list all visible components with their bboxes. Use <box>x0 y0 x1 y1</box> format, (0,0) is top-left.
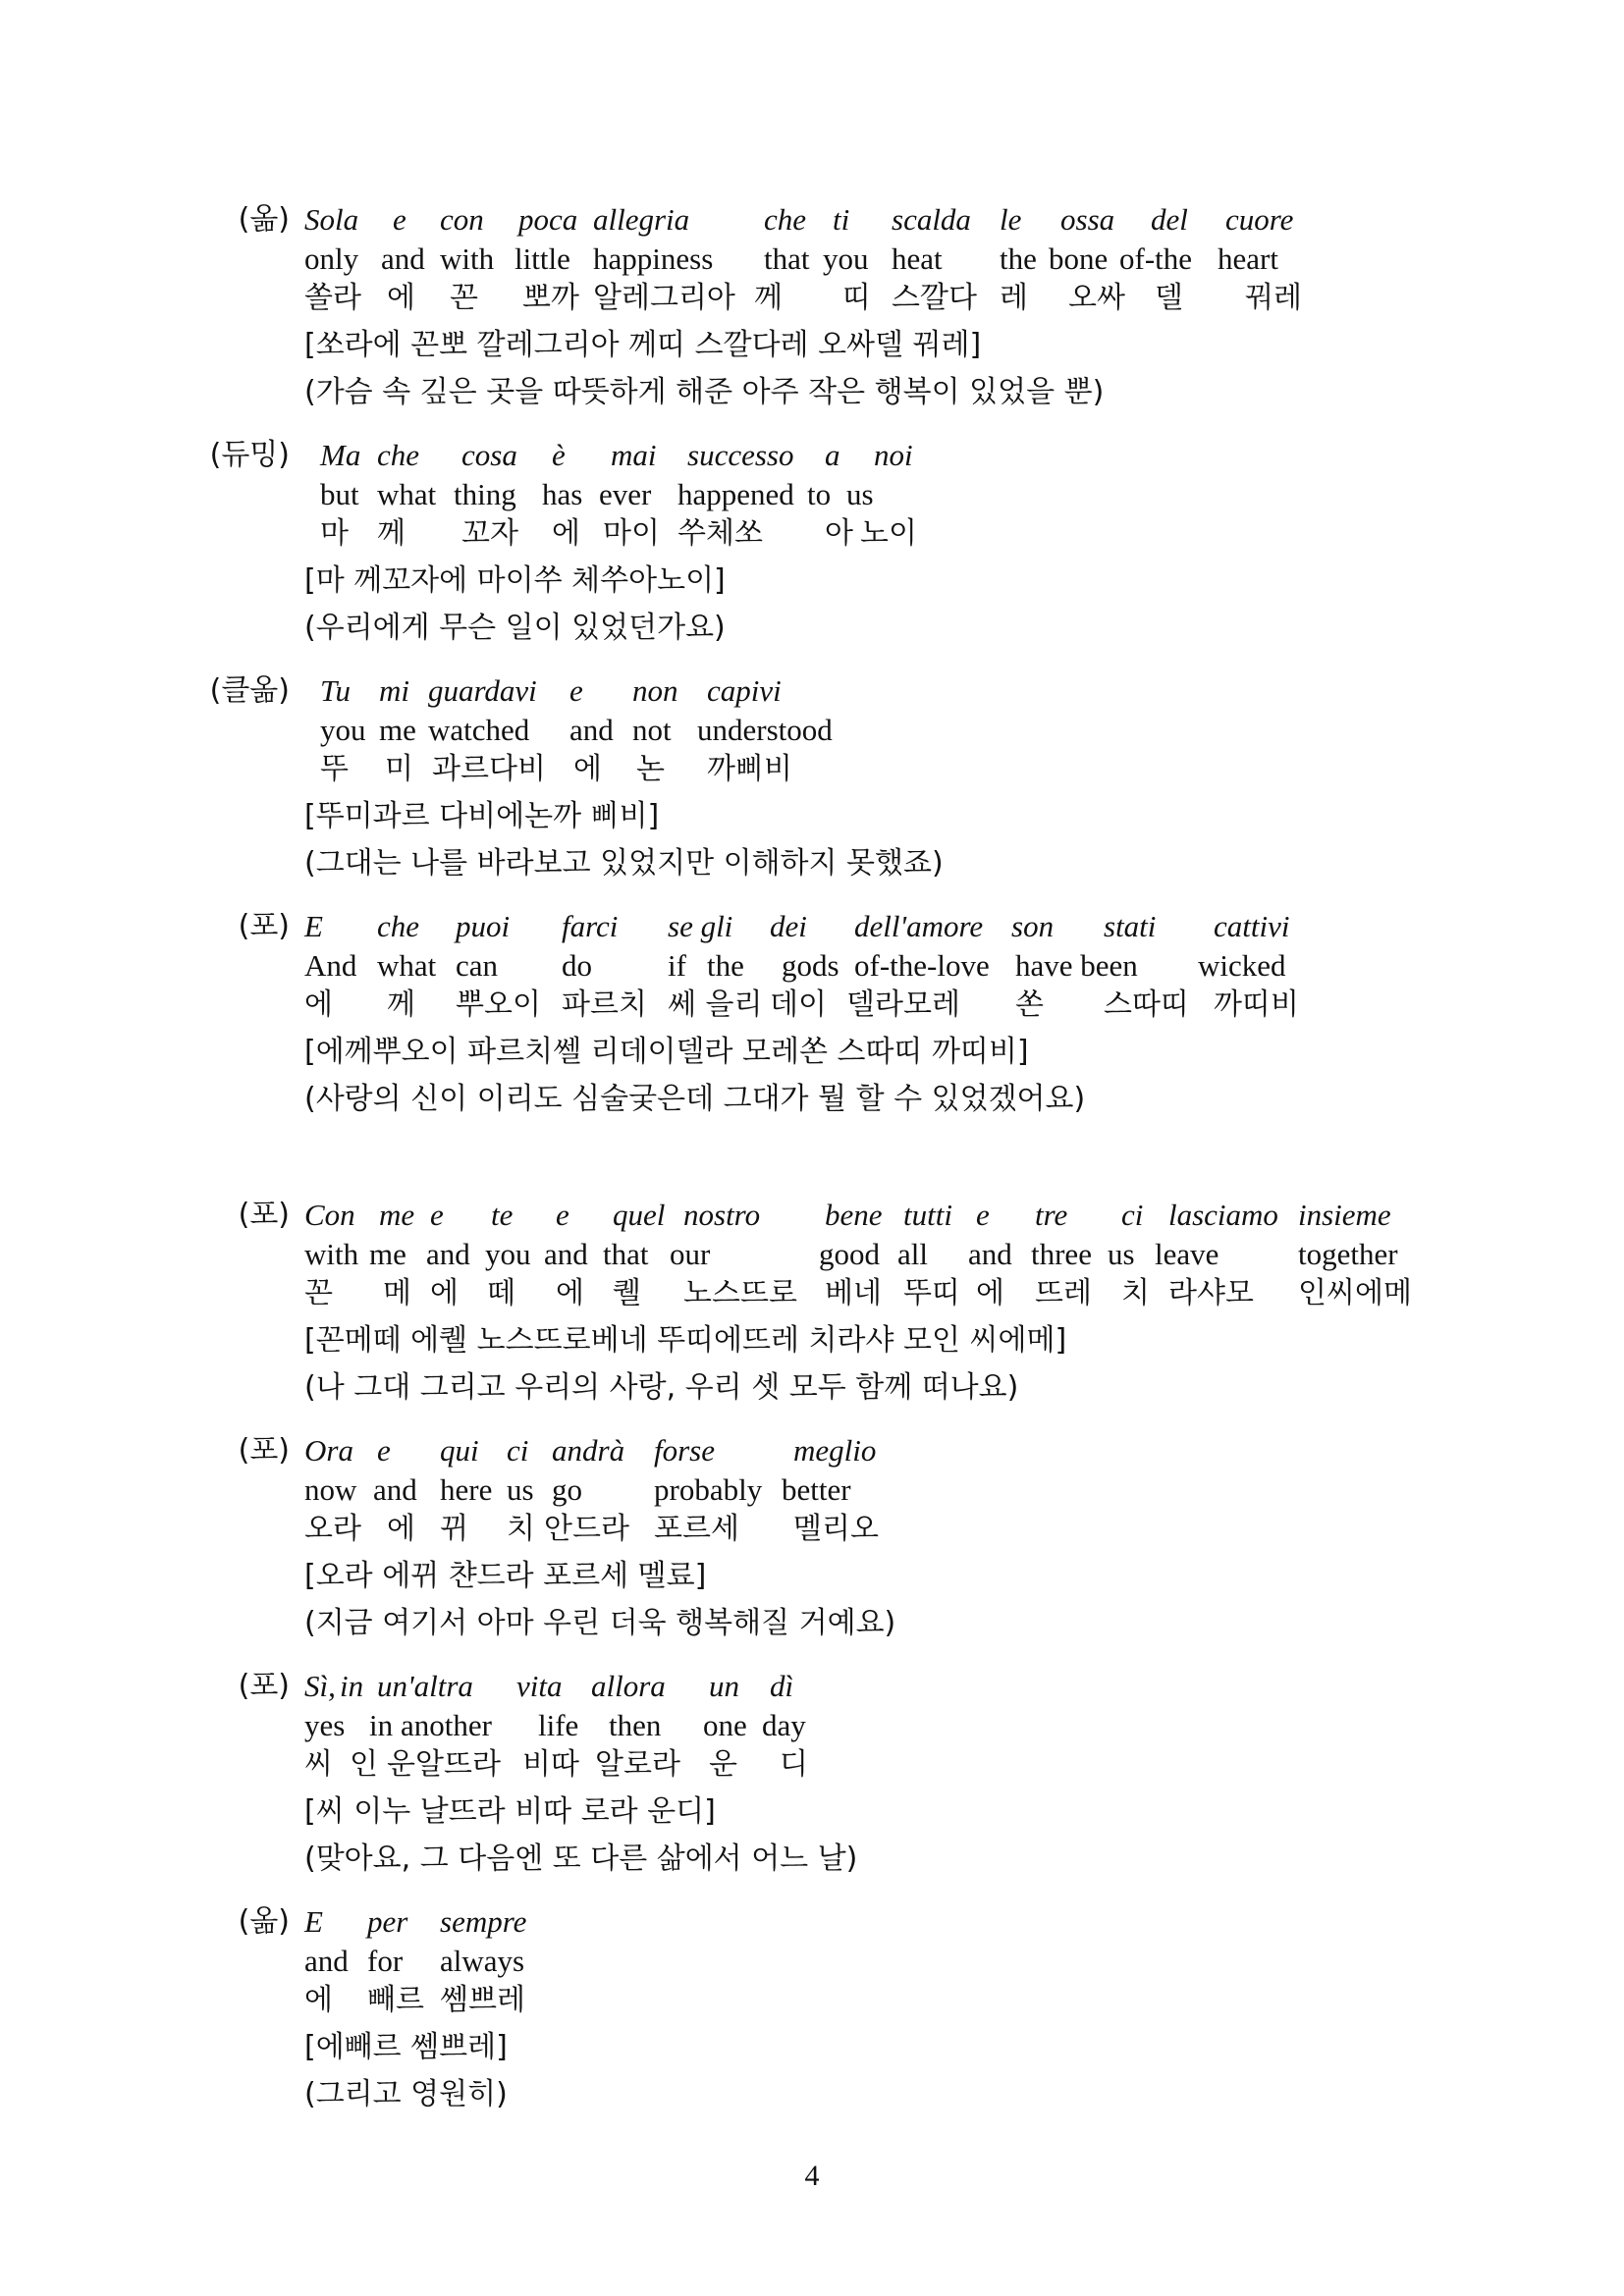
korean-word: 운 <box>709 1747 737 1782</box>
translation-line: (사랑의 신이 이리도 심술궂은데 그대가 뭘 할 수 있었겠어요) <box>304 1082 1086 1116</box>
korean-word: 께 <box>377 516 406 551</box>
english-gloss-line <box>304 1942 525 1981</box>
italian-line <box>304 200 1294 240</box>
english-word: has <box>542 477 583 511</box>
pronunciation-line: [뚜미과르 다비에논까 삐비] <box>304 799 660 833</box>
italian-word: Sola <box>304 202 359 237</box>
italian-word: ci <box>507 1433 529 1468</box>
italian-word: te <box>491 1198 514 1232</box>
italian-word: vita <box>516 1669 563 1703</box>
korean-word: 에 <box>387 1512 415 1546</box>
english-word: and <box>544 1237 588 1271</box>
english-word: life <box>538 1708 579 1742</box>
english-word: another <box>401 1708 492 1742</box>
korean-word: 에 <box>304 1983 333 2017</box>
korean-word: 뚜띠 <box>903 1276 960 1310</box>
korean-word: 에 <box>556 1276 584 1310</box>
english-word: thing <box>454 477 516 511</box>
korean-word: 쏜 <box>1015 988 1044 1022</box>
translation-line: (그대는 나를 바라보고 있었지만 이해하지 못했죠) <box>304 846 944 881</box>
korean-word: 쎄 을리 <box>668 988 763 1022</box>
italian-word: è <box>552 438 566 472</box>
korean-word: 아 <box>825 516 853 551</box>
english-word: good <box>819 1237 880 1271</box>
italian-word: E <box>304 909 323 943</box>
korean-word: 꼰 <box>304 1276 333 1310</box>
korean-word: 오싸 <box>1068 281 1125 315</box>
italian-word: successo <box>687 438 794 472</box>
korean-word: 치 <box>1121 1276 1150 1310</box>
english-word: to <box>807 477 832 511</box>
english-gloss-line <box>304 1706 857 1745</box>
english-gloss-line <box>304 1470 895 1510</box>
korean-word: 미 <box>385 752 413 786</box>
korean-phonetic-line <box>304 1981 525 2020</box>
korean-word: 스따띠 <box>1104 988 1189 1022</box>
italian-word: mai <box>611 438 657 472</box>
italian-word: e <box>556 1198 569 1232</box>
italian-word: cosa <box>461 438 517 472</box>
italian-word: puoi <box>456 909 511 943</box>
italian-word: che <box>764 202 807 237</box>
english-word: the <box>1000 241 1037 276</box>
english-word: me <box>369 1237 406 1271</box>
italian-word: bene <box>825 1198 883 1232</box>
korean-phonetic-line <box>304 1745 857 1785</box>
pronunciation-line: [꼰메떼 에퀠 노스뜨로베네 뚜띠에뜨레 치라샤 모인 씨에메] <box>304 1323 1067 1358</box>
italian-line <box>304 1196 1391 1235</box>
translation-line: (그리고 영원히) <box>304 2077 508 2111</box>
italian-word: del <box>1151 202 1188 237</box>
english-word: happiness <box>593 241 714 276</box>
english-gloss-line <box>320 475 874 514</box>
pronunciation-line: [에빼르 쎔쁘레] <box>304 2030 508 2064</box>
korean-word: 쎔쁘레 <box>440 1983 525 2017</box>
english-word: now <box>304 1472 357 1507</box>
english-word: happened <box>677 477 794 511</box>
korean-word: 비따 <box>522 1747 579 1782</box>
italian-word: guardavi <box>428 673 537 708</box>
korean-word: 치 <box>507 1512 535 1546</box>
speaker-label: (옮) <box>238 1904 290 1939</box>
italian-line <box>320 671 944 711</box>
english-word: you <box>320 713 366 747</box>
korean-word: 꿔레 <box>1245 281 1302 315</box>
english-word: with <box>304 1237 359 1271</box>
pronunciation-line: [씨 이누 날뜨라 비따 로라 운디] <box>304 1794 716 1829</box>
korean-word: 운알뜨라 <box>387 1747 501 1782</box>
speaker-label: (클옮) <box>209 673 290 708</box>
speaker-label: (옮) <box>238 202 290 237</box>
english-word: with <box>440 241 495 276</box>
translation-line: (맞아요, 그 다음엔 또 다른 삶에서 어느 날) <box>304 1842 858 1876</box>
korean-word: 뽀까 <box>522 281 579 315</box>
korean-word: 포르세 <box>654 1512 739 1546</box>
english-gloss-line <box>320 711 944 750</box>
italian-word: a <box>825 438 840 472</box>
speaker-label: (포) <box>238 909 290 943</box>
korean-word: 께 <box>754 281 783 315</box>
korean-word: 까삐비 <box>707 752 792 786</box>
english-word: you <box>485 1237 531 1271</box>
italian-word: e <box>976 1198 990 1232</box>
korean-word: 쏠라 <box>304 281 361 315</box>
korean-word: 에 <box>573 752 602 786</box>
english-word: bone <box>1049 241 1109 276</box>
korean-word: 띠 <box>842 281 871 315</box>
korean-word: 노스뜨로 <box>683 1276 797 1310</box>
italian-word: quel <box>613 1198 666 1232</box>
italian-line <box>304 1902 527 1942</box>
english-word: understood <box>697 713 833 747</box>
pronunciation-line: [쏘라에 꼰뽀 깔레그리아 께띠 스깔다레 오싸델 꿔레] <box>304 328 982 362</box>
english-word: the <box>707 948 744 983</box>
korean-word: 인씨에메 <box>1298 1276 1412 1310</box>
english-word: and <box>569 713 614 747</box>
italian-word: noi <box>874 438 913 472</box>
english-word: little <box>514 241 570 276</box>
english-word: And <box>304 948 357 983</box>
korean-phonetic-line <box>304 986 1299 1025</box>
italian-word: con <box>440 202 484 237</box>
korean-word: 마 <box>320 516 349 551</box>
korean-word: 레 <box>1000 281 1028 315</box>
italian-word: E <box>304 1904 323 1939</box>
pronunciation-line: [마 께꼬자에 마이쑤 체쑤아노이] <box>304 563 726 598</box>
italian-word: sempre <box>440 1904 527 1939</box>
korean-word: 안드라 <box>544 1512 629 1546</box>
korean-word: 메 <box>383 1276 411 1310</box>
korean-word: 과르다비 <box>432 752 546 786</box>
pronunciation-line: [오라 에뀌 챤드라 포르세 멜료] <box>304 1559 707 1593</box>
italian-word: poca <box>518 202 578 237</box>
italian-word: cattivi <box>1214 909 1290 943</box>
italian-word: meglio <box>793 1433 877 1468</box>
english-word: and <box>373 1472 417 1507</box>
italian-word: e <box>393 202 406 237</box>
korean-word: 에 <box>976 1276 1004 1310</box>
korean-word: 오라 <box>304 1512 361 1546</box>
english-gloss-line <box>304 946 1286 986</box>
italian-word: non <box>632 673 678 708</box>
korean-phonetic-line <box>304 1510 895 1549</box>
italian-word: un'altra <box>377 1669 473 1703</box>
italian-word: dì <box>770 1669 794 1703</box>
korean-word: 베네 <box>825 1276 882 1310</box>
english-word: that <box>764 241 810 276</box>
italian-word: insieme <box>1298 1198 1391 1232</box>
italian-word: e <box>569 673 583 708</box>
english-word: yes <box>304 1708 346 1742</box>
korean-word: 델 <box>1155 281 1183 315</box>
korean-phonetic-line <box>304 1274 1412 1313</box>
italian-word: qui <box>440 1433 479 1468</box>
italian-word: Ora <box>304 1433 353 1468</box>
korean-word: 라샤모 <box>1168 1276 1254 1310</box>
korean-word: 델라모레 <box>846 988 960 1022</box>
italian-word: Tu <box>320 673 352 708</box>
english-word: us <box>507 1472 534 1507</box>
english-gloss-line <box>304 240 1278 279</box>
italian-word: capivi <box>707 673 782 708</box>
korean-word: 알로라 <box>595 1747 680 1782</box>
english-word: of-the <box>1119 241 1193 276</box>
english-word: together <box>1298 1237 1398 1271</box>
english-word: and <box>968 1237 1012 1271</box>
italian-word: allegria <box>593 202 690 237</box>
korean-word: 퀠 <box>613 1276 641 1310</box>
korean-word: 뚜 <box>320 752 349 786</box>
italian-word: le <box>1000 202 1022 237</box>
italian-word: in <box>340 1669 364 1703</box>
korean-phonetic-line <box>320 750 944 789</box>
korean-word: 뜨레 <box>1035 1276 1092 1310</box>
italian-line <box>304 1431 895 1470</box>
english-word: ever <box>599 477 652 511</box>
italian-word: son <box>1011 909 1055 943</box>
italian-word: andrà <box>552 1433 625 1468</box>
italian-word: lasciamo <box>1168 1198 1278 1232</box>
korean-word: 에 <box>304 988 333 1022</box>
korean-phonetic-line <box>304 279 1302 318</box>
italian-word: farci <box>562 909 619 943</box>
english-word: if <box>668 948 686 983</box>
english-word: but <box>320 477 359 511</box>
english-word: only <box>304 241 359 276</box>
english-word: heat <box>892 241 943 276</box>
italian-word: mi <box>379 673 409 708</box>
english-word: can <box>456 948 499 983</box>
english-word: me <box>379 713 416 747</box>
italian-word: che <box>377 438 420 472</box>
korean-word: 디 <box>780 1747 808 1782</box>
english-word: do <box>562 948 592 983</box>
english-word: and <box>304 1944 349 1978</box>
english-word: three <box>1031 1237 1092 1271</box>
italian-word: e <box>377 1433 391 1468</box>
translation-line: (우리에게 무슨 일이 있었던가요) <box>304 611 726 645</box>
english-word: probably <box>654 1472 763 1507</box>
italian-word: nostro <box>683 1198 761 1232</box>
italian-word: un <box>709 1669 739 1703</box>
korean-word: 까띠비 <box>1214 988 1299 1022</box>
korean-word: 논 <box>636 752 665 786</box>
italian-word: ci <box>1121 1198 1144 1232</box>
italian-word: se gli <box>668 909 733 943</box>
speaker-label: (포) <box>238 1433 290 1468</box>
italian-word: tre <box>1035 1198 1068 1232</box>
italian-word: scalda <box>892 202 971 237</box>
english-word: that <box>603 1237 649 1271</box>
korean-word: 꼬자 <box>461 516 518 551</box>
translation-line: (나 그대 그리고 우리의 사랑, 우리 셋 모두 함께 떠나요) <box>304 1370 1019 1405</box>
korean-word: 빼르 <box>367 1983 424 2017</box>
korean-word: 씨 <box>304 1747 333 1782</box>
korean-word: 뀌 <box>440 1512 468 1546</box>
italian-word: tutti <box>903 1198 952 1232</box>
italian-word: dell'amore <box>854 909 984 943</box>
korean-word: 멜리오 <box>793 1512 879 1546</box>
italian-word: cuore <box>1225 202 1294 237</box>
english-gloss-line <box>304 1235 1398 1274</box>
italian-word: e <box>430 1198 444 1232</box>
italian-word: stati <box>1104 909 1157 943</box>
english-word: one <box>703 1708 747 1742</box>
italian-line <box>304 907 1290 946</box>
korean-word: 에 <box>430 1276 459 1310</box>
italian-word: allora <box>591 1669 666 1703</box>
italian-word: per <box>367 1904 408 1939</box>
english-word: us <box>1108 1237 1135 1271</box>
english-word: in <box>369 1708 394 1742</box>
korean-word: 에 <box>387 281 415 315</box>
korean-word: 알레그리아 <box>593 281 735 315</box>
english-word: and <box>381 241 425 276</box>
english-word: what <box>377 477 437 511</box>
korean-phonetic-line <box>320 514 917 554</box>
translation-line: (지금 여기서 아마 우린 더욱 행복해질 거예요) <box>304 1606 896 1640</box>
italian-word: forse <box>654 1433 715 1468</box>
english-word: watched <box>428 713 530 747</box>
italian-word: Con <box>304 1198 355 1232</box>
english-word: here <box>440 1472 493 1507</box>
italian-word: ossa <box>1060 202 1115 237</box>
english-word: then <box>609 1708 662 1742</box>
italian-line <box>320 436 913 475</box>
korean-word: 꼰 <box>450 281 478 315</box>
english-word: for <box>367 1944 404 1978</box>
korean-word: 파르치 <box>562 988 647 1022</box>
speaker-label: (포) <box>238 1669 290 1703</box>
english-word: leave <box>1155 1237 1219 1271</box>
italian-word: ti <box>833 202 850 237</box>
english-word: you <box>823 241 869 276</box>
english-word: go <box>552 1472 582 1507</box>
korean-word: 스깔다 <box>892 281 977 315</box>
korean-word: 에 <box>552 516 580 551</box>
korean-word: 데이 <box>770 988 827 1022</box>
page-number: 4 <box>804 2160 820 2192</box>
english-word: of-the-love <box>854 948 990 983</box>
italian-word: Ma <box>320 438 361 472</box>
english-word: all <box>897 1237 928 1271</box>
korean-word: 마이 <box>603 516 660 551</box>
english-word: heart <box>1218 241 1278 276</box>
english-word: day <box>762 1708 806 1742</box>
english-word: wicked <box>1198 948 1286 983</box>
speaker-label: (듀밍) <box>209 438 290 472</box>
korean-word: 뿌오이 <box>456 988 541 1022</box>
italian-word: Sì, <box>304 1669 336 1703</box>
korean-word: 쑤체쏘 <box>677 516 763 551</box>
korean-word: 께 <box>387 988 415 1022</box>
english-word: gods <box>782 948 839 983</box>
english-word: and <box>426 1237 470 1271</box>
english-word: have been <box>1015 948 1138 983</box>
speaker-label: (포) <box>238 1198 290 1232</box>
english-word: what <box>377 948 437 983</box>
korean-word: 노이 <box>860 516 917 551</box>
italian-word: che <box>377 909 420 943</box>
italian-word: dei <box>770 909 807 943</box>
italian-word: me <box>379 1198 415 1232</box>
english-word: us <box>846 477 874 511</box>
italian-line <box>304 1667 857 1706</box>
pronunciation-line: [에께뿌오이 파르치쎌 리데이델라 모레쏜 스따띠 까띠비] <box>304 1035 1029 1069</box>
english-word: better <box>782 1472 851 1507</box>
korean-word: 인 <box>350 1747 378 1782</box>
translation-line: (가슴 속 깊은 곳을 따뜻하게 해준 아주 작은 행복이 있었을 뿐) <box>304 375 1105 409</box>
english-word: always <box>440 1944 525 1978</box>
english-word: not <box>632 713 672 747</box>
english-word: our <box>670 1237 711 1271</box>
korean-word: 떼 <box>487 1276 515 1310</box>
